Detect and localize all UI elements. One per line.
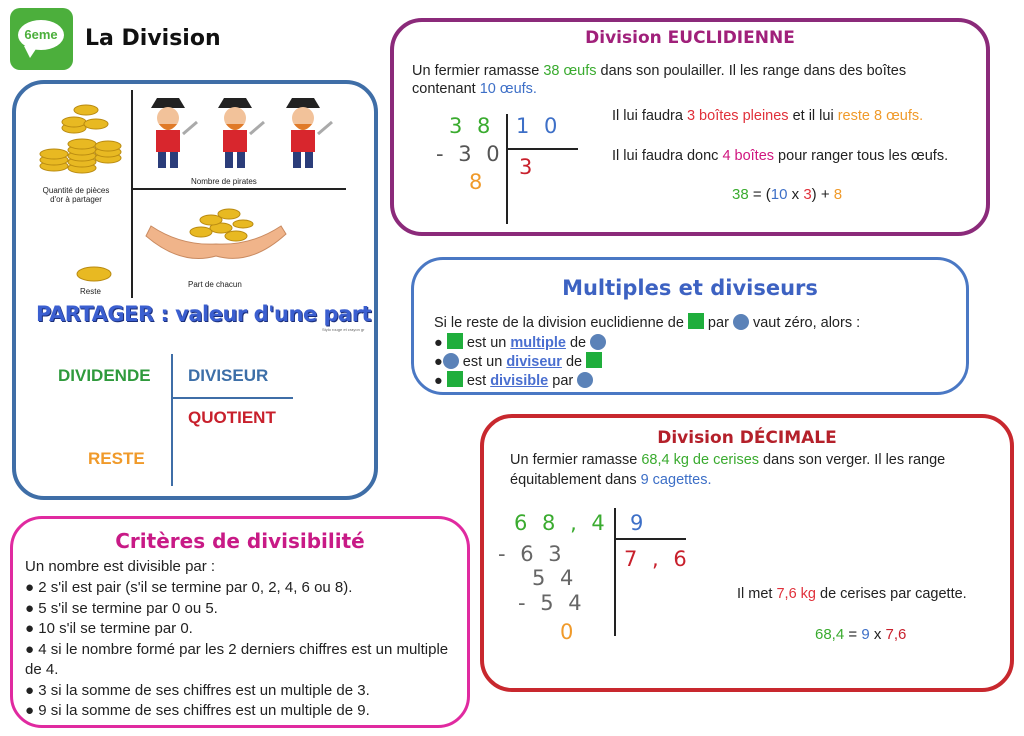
decimal-quotient: 7 , 6 [624, 547, 691, 571]
text: dans son verger. Il les range équitablement dans [510, 452, 946, 488]
intro-eggs: 38 œufs [543, 63, 597, 79]
cherries-quantity: 68,4 kg de cerises [641, 452, 760, 468]
formula-divisor: 9 [861, 626, 870, 643]
decimal-division-panel [480, 414, 1014, 692]
decimal-divisor: 9 [630, 511, 648, 535]
full-boxes: 3 boîtes pleines [686, 108, 789, 124]
euclid-quotient: 3 [519, 155, 537, 179]
pirate-icons [136, 94, 346, 184]
green-square-icon [586, 352, 602, 368]
criteria-item: ● 9 si la somme de ses chiffres est un multiple de 9. [25, 702, 370, 719]
blue-circle-icon [590, 334, 606, 350]
euclid-line-1 [612, 108, 923, 124]
decimal-formula [815, 626, 906, 643]
divisible-link[interactable]: divisible [490, 373, 549, 389]
pirates-caption: Nombre de pirates [191, 177, 257, 186]
diagram-vertical-line [131, 90, 133, 298]
text: et il lui [788, 108, 838, 124]
coins-caption: Quantité de pièces d'or à partager [42, 186, 110, 204]
level-badge-label: 6eme [24, 27, 58, 42]
decimal-title: Division DÉCIMALE [657, 428, 837, 448]
decimal-vertical-line [614, 508, 616, 636]
sharing-panel [12, 80, 378, 500]
label-reste: RESTE [88, 449, 145, 468]
diagram-horizontal-line [131, 188, 346, 190]
multiples-title: Multiples et diviseurs [562, 276, 818, 300]
level-badge [10, 8, 73, 70]
text: pour ranger tous les œufs. [774, 148, 949, 164]
euclid-line-2 [612, 147, 964, 166]
multiples-item-3: ● est divisible par [434, 371, 593, 389]
criteria-title: Critères de divisibilité [115, 529, 365, 553]
text: Il lui faudra donc [612, 148, 723, 164]
gold-coins-icon [34, 98, 124, 178]
text: Si le reste de la division euclidienne de [434, 315, 688, 331]
share-caption: Part de chacun [188, 280, 242, 289]
diviseur-link[interactable]: diviseur [506, 354, 562, 370]
total-boxes: 4 boîtes [722, 148, 775, 164]
remaining-eggs: reste 8 œufs. [837, 108, 924, 124]
euclidean-intro [412, 62, 952, 98]
euclidean-title: Division EUCLIDIENNE [585, 28, 795, 48]
criteria-item: ● 3 si la somme de ses chiffres est un multiple de 3. [25, 681, 370, 699]
criteria-intro: Un nombre est divisible par : [25, 558, 216, 575]
formula-quotient: 7,6 [885, 626, 907, 643]
text: de [561, 354, 587, 370]
page-title: La Division [85, 26, 221, 51]
euclid-divisor: 1 0 [516, 114, 562, 138]
text: est un [462, 335, 511, 351]
rest-caption: Reste [80, 287, 101, 296]
sharing-banner: PARTAGER : valeur d'une part [36, 302, 372, 326]
euclidean-division-panel [390, 18, 990, 236]
rest-coin-illustration [74, 264, 114, 284]
formula-op: = ( [748, 186, 771, 203]
formula-op: x [787, 186, 804, 203]
multiples-item-2: ● est un diviseur de [434, 352, 602, 370]
schema-horizontal-line [173, 397, 293, 399]
multiples-intro [434, 313, 860, 331]
text: Il lui faudra [612, 108, 687, 124]
decimal-sub-1: - 6 3 [498, 542, 566, 566]
formula-op: x [869, 626, 886, 643]
label-diviseur: DIVISEUR [188, 366, 269, 385]
multiples-item-1: ● est un multiple de [434, 333, 606, 351]
decimal-dividend: 6 8 , 4 [514, 511, 609, 535]
formula-op: = [844, 626, 862, 643]
intro-text: Un fermier ramasse [412, 63, 544, 79]
coin-pile-illustration [34, 98, 124, 178]
single-coin-icon [74, 264, 114, 284]
green-square-icon [447, 333, 463, 349]
text: de [565, 335, 591, 351]
text: de cerises par cagette. [815, 586, 967, 602]
text: est un [458, 354, 507, 370]
text: par [703, 315, 733, 331]
label-dividende: DIVIDENDE [58, 366, 151, 385]
text: Il met [737, 586, 777, 602]
formula-op: ) + [811, 186, 834, 203]
banner-credit: Stylo rouge et crayon gr [322, 327, 365, 332]
green-square-icon [688, 313, 704, 329]
text: est [462, 373, 491, 389]
crates-count: 9 cagettes. [640, 472, 712, 488]
intro-text-2: dans son poulailler. Il les range dans des boîtes contenant [412, 63, 907, 97]
hands-illustration [141, 196, 291, 271]
decimal-rest-1: 5 4 [532, 566, 578, 590]
multiple-link[interactable]: multiple [510, 335, 566, 351]
formula-remainder: 8 [833, 186, 843, 203]
formula-dividend: 38 [732, 186, 749, 203]
intro-box-size: 10 œufs. [479, 81, 537, 97]
blue-circle-icon [733, 314, 749, 330]
text: vaut zéro, alors : [748, 315, 861, 331]
decimal-horizontal-line [616, 538, 686, 540]
blue-circle-icon [443, 353, 459, 369]
speech-bubble-tail-icon [24, 46, 38, 58]
euclid-vertical-line [506, 114, 508, 224]
decimal-intro [510, 450, 980, 490]
criteria-item: ● 10 s'il se termine par 0. [25, 620, 193, 637]
pirates-illustration [136, 94, 346, 184]
criteria-item: ● 5 s'il se termine par 0 ou 5. [25, 599, 218, 617]
text: par [548, 373, 578, 389]
hands-with-coins-icon [141, 196, 291, 271]
euclid-dividend: 3 8 [449, 114, 495, 138]
euclid-remainder: 8 [469, 170, 487, 194]
formula-divisor: 10 [770, 186, 788, 203]
schema-vertical-line [171, 354, 173, 486]
multiples-panel [411, 257, 969, 395]
divisibility-criteria-panel [10, 516, 470, 728]
decimal-result [737, 586, 967, 602]
criteria-item: ● 2 s'il est pair (s'il se termine par 0, 2, 4, 6 ou 8). [25, 579, 353, 596]
kg-per-crate: 7,6 kg [776, 586, 816, 602]
criteria-item: ● 4 si le nombre formé par les 2 derniers chiffres est un multiple de 4. [25, 640, 449, 678]
decimal-rest-2: 0 [560, 620, 578, 644]
text: Un fermier ramasse [510, 452, 642, 468]
criteria-list [25, 578, 465, 722]
euclid-subtract: - 3 0 [436, 142, 504, 166]
green-square-icon [447, 371, 463, 387]
formula-dividend: 68,4 [815, 626, 845, 643]
blue-circle-icon [577, 372, 593, 388]
euclid-horizontal-line [508, 148, 578, 150]
euclid-formula [732, 186, 842, 203]
label-quotient: QUOTIENT [188, 408, 276, 427]
decimal-sub-2: - 5 4 [518, 591, 586, 615]
formula-quotient: 3 [803, 186, 812, 203]
